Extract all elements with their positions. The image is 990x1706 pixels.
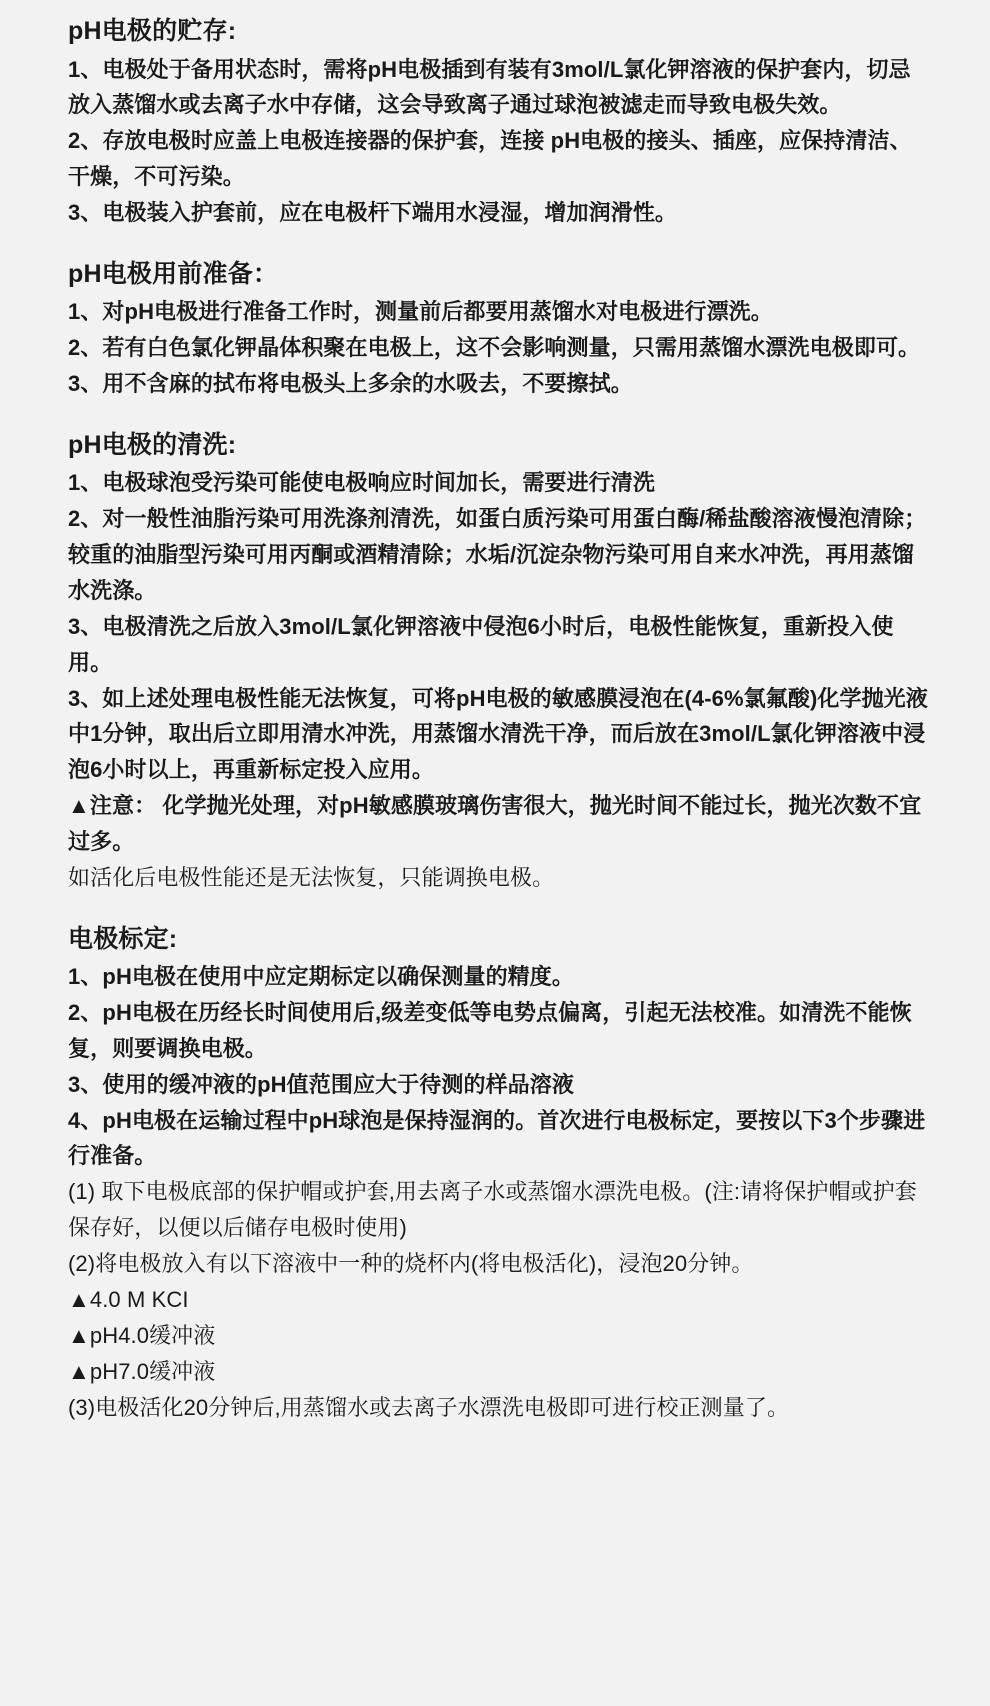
section-heading: pH电极的贮存: — [68, 17, 237, 45]
section-heading: pH电极的清洗: — [68, 430, 237, 459]
section-heading: pH电极用前准备： — [68, 259, 279, 288]
section-paragraph: (2)将电极放入有以下溶液中一种的烧杯内(将电极活化)，浸泡20分钟。 — [68, 1251, 754, 1277]
section-paragraph: 1、pH电极在使用中应定期标定以确保测量的精度。 — [68, 964, 574, 990]
section-paragraph: 4、pH电极在运输过程中pH球泡是保持湿润的。首次进行电极标定，要按以下3个步骤进行准备。 — [68, 1107, 926, 1169]
section-paragraph: ▲注意： 化学抛光处理，对pH敏感膜玻璃伤害很大，抛光时间不能过长，抛光次数不宜过多。 — [68, 793, 922, 854]
section-paragraph: (3)电极活化20分钟后,用蒸馏水或去离子水漂洗电极即可进行校正测量了。 — [68, 1394, 790, 1420]
section-paragraph: 1、对pH电极进行准备工作时，测量前后都要用蒸馏水对电极进行漂洗。 — [68, 299, 773, 325]
section-paragraph: (1) 取下电极底部的保护帽或护套,用去离子水或蒸馏水漂洗电极。(注:请将保护帽或护套保存好，以便以后储存电极时使用) — [68, 1179, 917, 1241]
document-section — [68, 922, 928, 1426]
section-paragraph: 3、使用的缓冲液的pH值范围应大于待测的样品溶液 — [68, 1071, 574, 1097]
section-paragraph: 2、对一般性油脂污染可用洗涤剂清洗，如蛋白质污染可用蛋白酶/稀盐酸溶液慢泡清除；较重的油脂型污染可用丙酮或酒精清除；水垢/沉淀杂物污染可用自来水冲洗，再用蒸馏水洗涤。 — [68, 506, 927, 603]
document-section — [68, 257, 928, 402]
section-paragraph: 2、若有白色氯化钾晶体积聚在电极上，这不会影响测量，只需用蒸馏水漂洗电极即可。 — [68, 335, 921, 361]
section-paragraph: 如活化后电极性能还是无法恢复，只能调换电极。 — [68, 864, 555, 890]
section-paragraph: 3、电极清洗之后放入3mol/L氯化钾溶液中侵泡6小时后，电极性能恢复，重新投入使用。 — [68, 613, 894, 675]
section-paragraph: 1、电极处于备用状态时，需将pH电极插到有装有3mol/L氯化钾溶液的保护套内，切忌放入蒸馏水或去离子水中存储，这会导致离子通过球泡被滤走而导致电极失效。 — [68, 56, 911, 118]
section-paragraph: 1、电极球泡受污染可能使电极响应时间加长，需要进行清洗 — [68, 470, 655, 496]
section-paragraph: ▲pH7.0缓冲液 — [68, 1358, 216, 1384]
section-paragraph: 3、用不含麻的拭布将电极头上多余的水吸去，不要擦拭。 — [68, 371, 633, 397]
section-heading: 电极标定: — [68, 924, 178, 953]
section-paragraph: 2、pH电极在历经长时间使用后,级差变低等电势点偏离，引起无法校准。如清洗不能恢复，则要调换电极。 — [68, 1000, 912, 1061]
section-paragraph: 2、存放电极时应盖上电极连接器的保护套，连接 pH电极的接头、插座，应保持清洁、干燥，不可污染。 — [68, 128, 912, 190]
document-body — [68, 14, 928, 1425]
section-paragraph: ▲pH4.0缓冲液 — [68, 1322, 216, 1348]
document-section — [68, 428, 928, 896]
section-paragraph: 3、电极装入护套前，应在电极杆下端用水浸湿，增加润滑性。 — [68, 199, 678, 225]
section-paragraph: 3、如上述处理电极性能无法恢复，可将pH电极的敏感膜浸泡在(4-6%氯氟酸)化学抛光液中1分钟，取出后立即用清水冲洗，用蒸馏水清洗干净，而后放在3mol/L氯化钾溶液中浸泡6小时以上，再重新标定投入应用。 — [68, 685, 928, 783]
document-section — [68, 14, 928, 231]
section-paragraph: ▲4.0 M KCI — [68, 1286, 189, 1312]
